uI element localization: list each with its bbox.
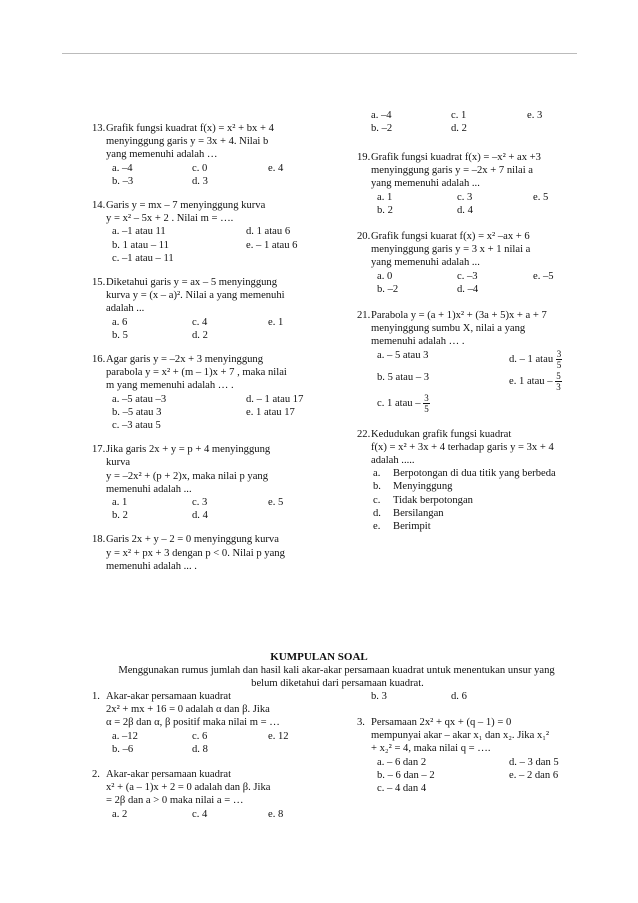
stem-line: memenuhi adalah ...: [106, 483, 192, 495]
question-options: [92, 808, 342, 821]
option: b. – 6 dan – 2: [377, 769, 435, 781]
stem-line: α = 2β dan α, β positif maka nilai m = …: [106, 717, 280, 729]
option: d. 2: [451, 123, 467, 135]
option: e. 5: [268, 497, 284, 509]
stem-line: Diketahui garis y = ax – 5 menyinggung: [106, 277, 278, 289]
question-stem: [92, 443, 342, 496]
question-stem: [92, 276, 342, 316]
option: d. 4: [192, 510, 208, 522]
stem-line: kurva: [106, 457, 131, 469]
right-column: [357, 151, 602, 533]
question-stem: [357, 151, 602, 191]
option: c. 4: [192, 316, 208, 328]
stem-line: Grafik fungsi kuarat f(x) = x² –ax + 6: [371, 231, 530, 243]
intro-line-1: Menggunakan rumus jumlah dan hasil kali akar-akar persamaan kuadrat untuk menentukan unsur yang: [118, 665, 555, 676]
stem-line: Akar-akar persamaan kuadrat: [106, 691, 232, 702]
question-stem: [357, 428, 602, 468]
option-text: Menyinggung: [393, 481, 453, 493]
carried-options: [357, 690, 597, 703]
stem-line: mempunyai akar – akar x₁ dan x₂. Jika x₁²: [371, 730, 550, 742]
option: d. – 3 dan 5: [509, 756, 559, 768]
question: [92, 768, 342, 821]
option: b. 5 atau – 3: [377, 371, 430, 383]
question: [357, 230, 602, 296]
question-number: 13.: [92, 123, 106, 134]
stem-line: menyinggung sumbu X, nilai a yang: [371, 323, 526, 335]
option: c. –1 atau – 11: [112, 252, 174, 264]
question-stem: [92, 199, 342, 225]
stem-line: Garis 2x + y – 2 = 0 menyinggung kurva: [106, 534, 279, 546]
stem-line: y = x² + px + 3 dengan p < 0. Nilai p yang: [106, 547, 285, 559]
question-stem: [92, 533, 342, 573]
option: c. 3: [457, 191, 473, 203]
stem-line: menyinggung garis y = 3x + 4. Nilai b: [106, 136, 269, 148]
question-options: [92, 393, 342, 433]
option: [373, 467, 602, 480]
option: e. 1 atau 17: [246, 406, 295, 418]
question-number: 17.: [92, 444, 106, 456]
stem-line: x² + (a – 1)x + 2 = 0 adalah dan β. Jika: [106, 782, 271, 794]
spacer: [357, 415, 602, 428]
option: [373, 520, 602, 533]
option-text: Berpotongan di dua titik yang berbeda: [393, 468, 556, 480]
spacer: [357, 217, 602, 230]
option: d. 2: [192, 329, 208, 341]
option-text: Berimpit: [393, 521, 431, 533]
stem-line: menyinggung garis y = –2x + 7 nilai a: [371, 165, 534, 177]
stem-line: adalah .....: [371, 455, 415, 467]
option-letter: e.: [373, 521, 381, 533]
option: e. 3: [527, 110, 543, 121]
option-letter: b.: [373, 481, 381, 493]
question: [92, 690, 342, 756]
stem-line: yang memenuhi adalah ...: [371, 178, 480, 190]
intro-line-2: belum diketahui dari persamaan kuadrat.: [251, 678, 424, 690]
stem-line: Grafik fungsi kuadrat f(x) = x² + bx + 4: [106, 123, 274, 134]
question-stem: [92, 353, 342, 393]
option: c. 1: [451, 110, 467, 121]
question-number: 21.: [357, 310, 371, 322]
question-stem: [92, 768, 342, 808]
option: b. 3: [371, 691, 387, 702]
option: e. – 1 atau 6: [246, 239, 298, 251]
question-options: [92, 730, 342, 756]
option: e. – 2 dan 6: [509, 769, 559, 781]
spacer: [92, 756, 342, 768]
option: b. –5 atau 3: [112, 406, 162, 418]
stem-line: parabola y = x² + (m – 1)x + 7 , maka nilai: [106, 367, 287, 379]
stem-line: Jika garis 2x + y = p + 4 menyinggung: [106, 444, 271, 456]
option: [373, 480, 602, 493]
question-options: [357, 467, 602, 533]
bottom-right-top-options: [357, 690, 597, 703]
option: d. – 1 atau 17: [246, 393, 304, 405]
stem-line: 2x² + mx + 16 = 0 adalah α dan β. Jika: [106, 704, 270, 716]
stem-line: Akar-akar persamaan kuadrat: [106, 769, 232, 781]
spacer: [92, 522, 342, 533]
bottom-left-column: [92, 690, 342, 821]
stem-line: menyinggung garis y = 3 x + 1 nilai a: [371, 244, 531, 256]
question-number: 22.: [357, 428, 371, 440]
option: c. 3: [192, 497, 208, 509]
stem-line: y = –2x² + (p + 2)x, maka nilai p yang: [106, 470, 269, 482]
question: [357, 428, 602, 534]
stem-line: y = x² – 5x + 2 . Nilai m = ….: [106, 213, 234, 225]
spacer: [92, 188, 342, 199]
option: d. 4: [457, 204, 473, 216]
question: [92, 199, 342, 265]
question-options: [357, 191, 602, 217]
question-options: [92, 316, 342, 342]
option: e. 1 atau – $\frac{5}{3}$: [509, 370, 561, 392]
stem-line: m yang memenuhi adalah … .: [106, 380, 234, 392]
question: [357, 716, 602, 795]
option: d. 3: [192, 175, 208, 187]
spacer: [357, 296, 602, 309]
carried-options: [357, 109, 597, 135]
question: [92, 533, 342, 573]
option: a. 6: [112, 316, 128, 328]
option: d. 8: [192, 743, 208, 755]
header-rule: [62, 53, 577, 54]
stem-line: yang memenuhi adalah …: [106, 149, 218, 161]
question-options: [92, 162, 342, 188]
question-stem: [357, 309, 602, 349]
option: a. – 6 dan 2: [377, 756, 427, 768]
option-text: Bersilangan: [393, 507, 444, 519]
option-text: Tidak berpotongan: [393, 494, 473, 506]
option: c. 1 atau – $\frac{3}{5}$: [377, 392, 429, 414]
option-letter: d.: [373, 507, 381, 519]
option: d. –4: [457, 283, 479, 295]
option: a. 1: [112, 497, 128, 509]
spacer: [92, 432, 342, 443]
option: c. 6: [192, 730, 208, 742]
option: a. –4: [371, 110, 392, 121]
option: e. 5: [533, 191, 549, 203]
stem-line: adalah ...: [106, 303, 145, 315]
option: b. –2: [377, 283, 399, 295]
option: a. –12: [112, 730, 138, 742]
stem-line: Agar garis y = –2x + 3 menyinggung: [106, 354, 264, 366]
stem-line: memenuhi adalah ... .: [106, 560, 197, 572]
stem-line: memenuhi adalah … .: [371, 336, 465, 348]
option: a. 0: [377, 270, 393, 282]
spacer: [92, 342, 342, 353]
option: c. 0: [192, 162, 208, 174]
stem-line: yang memenuhi adalah ...: [371, 257, 480, 269]
option: [373, 494, 602, 507]
option: c. 4: [192, 808, 208, 820]
question-number: 2.: [92, 769, 100, 781]
question: [357, 151, 602, 217]
question-number: 20.: [357, 231, 371, 243]
option: d. 6: [451, 691, 467, 702]
section-intro: [90, 664, 585, 690]
stem-line: Garis y = mx – 7 menyinggung kurva: [106, 200, 266, 212]
question-stem: [92, 122, 342, 162]
question: [92, 276, 342, 342]
question-stem: [357, 230, 602, 270]
option: d. 1 atau 6: [246, 226, 291, 238]
option: b. 1 atau – 11: [112, 239, 169, 251]
question: [92, 122, 342, 188]
option: b. –2: [371, 123, 393, 135]
option: e. 12: [268, 730, 289, 742]
question-number: 19.: [357, 152, 371, 163]
bottom-right-column: [357, 716, 602, 795]
option: a. 2: [112, 808, 128, 820]
stem-line: = 2β dan a > 0 maka nilai a = …: [106, 795, 244, 807]
question-number: 16.: [92, 354, 106, 366]
option: c. –3 atau 5: [112, 420, 161, 432]
option: b. 2: [377, 204, 393, 216]
option: [373, 507, 602, 520]
option: e. 8: [268, 808, 284, 820]
option: b. 5: [112, 329, 128, 341]
question-options: [357, 270, 602, 296]
stem-line: + x₂² = 4, maka nilai q = ….: [371, 743, 491, 755]
stem-line: Parabola y = (a + 1)x² + (3a + 5)x + a + 7: [371, 310, 547, 322]
option: b. –3: [112, 175, 134, 187]
option: e. 1: [268, 316, 284, 328]
question-options: [357, 756, 602, 796]
option: b. –6: [112, 743, 134, 755]
option-letter: c.: [373, 494, 381, 506]
question: [92, 353, 342, 432]
question-number: 1.: [92, 691, 100, 702]
stem-line: kurva y = (x – a)². Nilai a yang memenuhi: [106, 290, 285, 302]
right-top-options: [357, 109, 597, 135]
option: d. – 1 atau $\frac{3}{5}$: [509, 348, 562, 370]
option: a. – 5 atau 3: [377, 349, 429, 361]
option: c. –3: [457, 270, 478, 282]
stem-line: Grafik fungsi kuadrat f(x) = –x² + ax +3: [371, 152, 541, 163]
question-stem: [357, 716, 602, 756]
stem-line: Persamaan 2x² + qx + (q – 1) = 0: [371, 717, 512, 728]
option: b. 2: [112, 510, 128, 522]
question: [357, 309, 602, 415]
question-options: [92, 225, 342, 265]
option: c. – 4 dan 4: [377, 783, 427, 795]
question-number: 14.: [92, 200, 106, 212]
question-options: [357, 349, 602, 415]
section-title: KUMPULAN SOAL: [270, 651, 368, 663]
option: a. 1: [377, 191, 393, 203]
option: a. –4: [112, 162, 133, 174]
option: a. –5 atau –3: [112, 393, 167, 405]
spacer: [92, 265, 342, 276]
question-stem: [92, 690, 342, 730]
question: [92, 443, 342, 522]
question-number: 15.: [92, 277, 106, 289]
option: e. –5: [533, 270, 554, 282]
question-number: 3.: [357, 717, 365, 728]
stem-line: Kedudukan grafik fungsi kuadrat: [371, 428, 512, 440]
left-column: [92, 122, 342, 573]
option-letter: a.: [373, 468, 381, 480]
option: e. 4: [268, 162, 284, 174]
stem-line: f(x) = x² + 3x + 4 terhadap garis y = 3x + 4: [371, 441, 554, 453]
question-number: 18.: [92, 534, 106, 546]
question-options: [92, 496, 342, 522]
option: a. –1 atau 11: [112, 226, 166, 238]
